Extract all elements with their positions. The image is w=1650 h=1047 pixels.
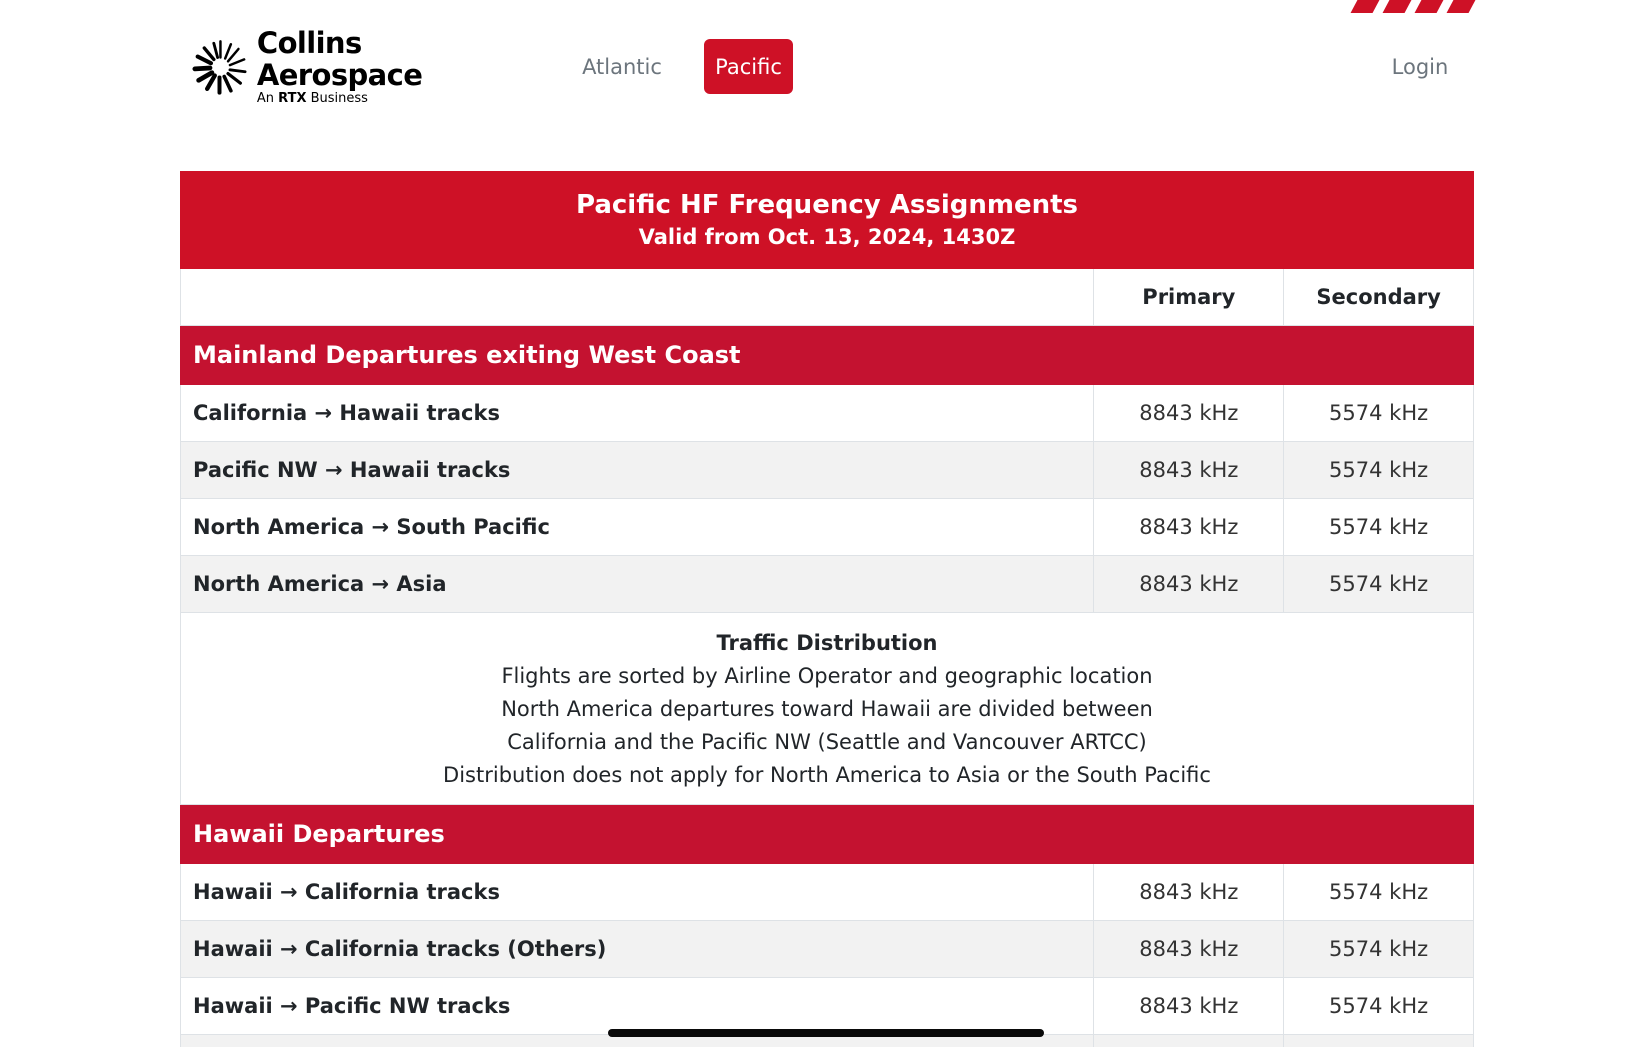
table-row [181,385,1474,442]
primary-frequency: 8843 kHz [1094,556,1284,613]
route-cell: Hawaii → Pacific NW tracks [181,978,1094,1035]
note-line: Flights are sorted by Airline Operator and geographic location [501,664,1153,688]
section-title: Mainland Departures exiting West Coast [181,326,1474,385]
route-cell: Hawaii → California tracks [181,864,1094,921]
secondary-frequency: 5574 kHz [1284,556,1474,613]
secondary-frequency: 5574 kHz [1284,921,1474,978]
section-header-hawaii [181,805,1474,864]
frequency-table [180,171,1474,1047]
table-row [181,442,1474,499]
secondary-frequency: 5574 kHz [1284,499,1474,556]
brand-logo-link[interactable] [192,26,522,106]
route-cell: Hawaii → California tracks (Others) [181,921,1094,978]
column-header-row [181,269,1474,326]
primary-frequency: 8843 kHz [1094,864,1284,921]
primary-frequency: 8843 kHz [1094,442,1284,499]
secondary-frequency: 5574 kHz [1284,864,1474,921]
table-title-row [181,172,1474,269]
login-link[interactable]: Login [1391,54,1449,79]
table-row [181,499,1474,556]
collins-sunburst-icon [192,38,249,96]
primary-frequency: 8843 kHz [1094,385,1284,442]
table-row [181,864,1474,921]
primary-column-header: Primary [1094,269,1284,326]
secondary-column-header: Secondary [1284,269,1474,326]
note-line: California and the Pacific NW (Seattle and Vancouver ARTCC) [507,730,1147,754]
secondary-frequency: 5574 kHz [1284,978,1474,1035]
corner-stripes-decoration [1354,0,1474,13]
table-title: Pacific HF Frequency Assignments [575,190,1078,220]
route-cell: California → Hawaii tracks [181,385,1094,442]
table-row [181,921,1474,978]
primary-frequency: 8843 kHz [1094,921,1284,978]
home-indicator-bar[interactable] [608,1029,1044,1037]
route-cell: North America → Asia [181,556,1094,613]
primary-frequency: 8843 kHz [1094,499,1284,556]
brand-tagline: An RTX Business [256,91,368,106]
section-title: Hawaii Departures [181,805,1474,864]
nav-atlantic-link[interactable]: Atlantic [582,54,662,79]
note-line: North America departures toward Hawaii are divided between [501,697,1153,721]
table-row [181,556,1474,613]
valid-from-text: Valid from Oct. 13, 2024, 1430Z [638,225,1016,249]
top-navbar [192,26,1462,106]
note-line: Distribution does not apply for North America to Asia or the South Pacific [443,763,1211,787]
route-cell: Pacific NW → Hawaii tracks [181,442,1094,499]
route-column-header [181,269,1094,326]
note-title: Traffic Distribution [716,631,938,655]
traffic-distribution-note [181,613,1474,805]
secondary-frequency: 5574 kHz [1284,442,1474,499]
table-row [181,978,1474,1035]
secondary-frequency: 5574 kHz [1284,385,1474,442]
primary-frequency: 8843 kHz [1094,978,1284,1035]
section-header-mainland [181,326,1474,385]
brand-name: Collins Aerospace [256,26,423,92]
route-cell: North America → South Pacific [181,499,1094,556]
nav-pacific-link[interactable]: Pacific [704,39,793,94]
